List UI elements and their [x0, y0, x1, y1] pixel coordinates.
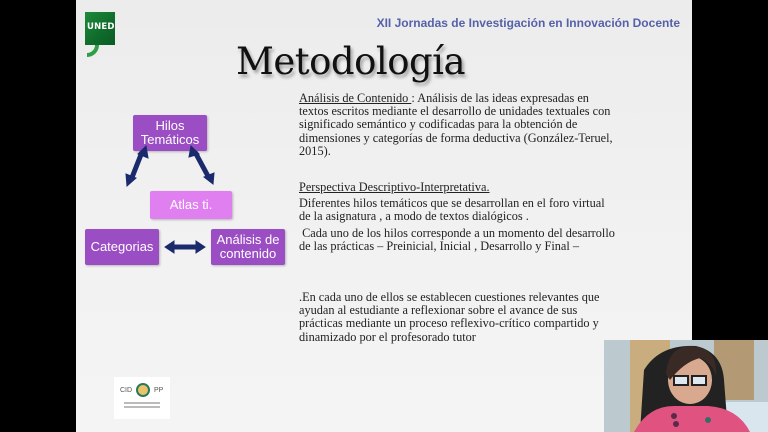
section-cuestiones	[299, 291, 619, 344]
arrow-horizontal-double	[165, 241, 205, 253]
arrow-left-double	[126, 146, 148, 186]
cidpp-logo-text	[120, 383, 163, 397]
slide-title: Metodología	[236, 40, 466, 83]
diagram-arrows	[76, 0, 306, 280]
cidpp-subtitle-lines	[124, 402, 160, 404]
analisis-line1: Análisis de	[216, 232, 280, 248]
section-analisis-contenido	[299, 92, 619, 158]
section2-para2: Cada uno de los hilos corresponde a un momento del desarrollo de las prácticas – Preinicial, Inicial , Desarrollo y Final –	[299, 225, 618, 253]
cidpp-right: PP	[153, 386, 164, 394]
presentation-slide	[76, 0, 692, 432]
cidpp-emblem-icon	[136, 383, 150, 397]
hilos-line1: Hilos	[155, 118, 185, 134]
analisis-line2: contenido	[219, 246, 277, 261]
section2-para1: Diferentes hilos temáticos que se desarrollan en el foro virtual de la asignatura , a modo de textos dialógicos .	[299, 196, 605, 224]
cidpp-logo	[114, 377, 170, 419]
categorias-label: Categorias	[90, 239, 154, 255]
section1-colon: :	[411, 91, 418, 105]
presenter-video-icon	[604, 340, 768, 432]
section3-body: .En cada uno de ellos se establecen cuestiones relevantes que ayudan al estudiante a reflexionar sobre el avance de sus prácticas mediante un proceso reflexivo-crítico compartido y dinamizado por el profesorado tutor	[299, 290, 600, 344]
section-perspectiva	[299, 181, 619, 253]
atlas-label: Atlas ti.	[169, 197, 213, 213]
hilos-line2: Temáticos	[140, 132, 200, 147]
arrow-right-double	[189, 146, 214, 184]
section2-heading: Perspectiva Descriptivo-Interpretativa.	[299, 180, 490, 194]
uned-logo-text: UNED	[87, 22, 115, 32]
section1-body: Análisis de las ideas expresadas en textos escritos mediante el desarrollo de unidades textuales con significado semántico y codificadas para la obtención de dimensiones y categorías de forma deductiva (González-Teruel, 2015).	[299, 91, 613, 158]
conference-title: XII Jornadas de Investigación en Innovación Docente	[376, 16, 680, 30]
webcam-overlay	[604, 340, 768, 432]
section1-heading: Análisis de Contenido	[299, 91, 412, 105]
cidpp-left: CID	[120, 386, 133, 394]
